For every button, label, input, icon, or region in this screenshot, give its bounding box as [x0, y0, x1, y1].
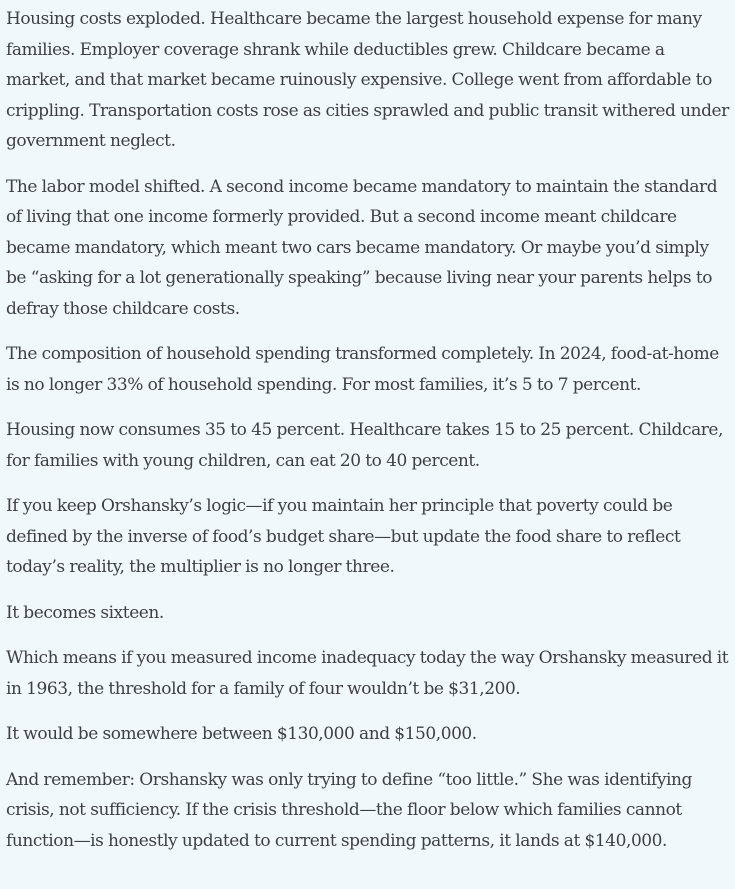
paragraph-household-spending: The composition of household spending transformed completely. In 2024, food-at-home is no longer 33% of household spending. For most families, it’s 5 to 7 percent.	[6, 344, 719, 395]
paragraph-crisis-threshold: And remember: Orshansky was only trying to define “too little.” She was identifying crisis, not sufficiency. If the crisis threshold—the floor below which families cannot function—is honestly updated to current spending patterns, it lands at $140,000.	[6, 769, 692, 851]
paragraph-labor-model: The labor model shifted. A second income became mandatory to maintain the standard of living that one income formerly provided. But a second income meant childcare became mandatory, which meant two cars became mandatory. Or maybe you’d simply be “asking for a lot generationally speaking” because living near your parents helps to defray those childcare costs.	[6, 176, 718, 319]
paragraph-housing-costs: Housing costs exploded. Healthcare became the largest household expense for many families. Employer coverage shrank while deductibles grew. Childcare became a market, and that market became ruinously expensive. College went from affordable to crippling. Transportation costs rose as cities sprawled and public transit withered under government neglect.	[6, 9, 729, 151]
paragraph-orshansky-logic: If you keep Orshansky’s logic—if you maintain her principle that poverty could be defined by the inverse of food’s budget share—but update the food share to reflect today’s reality, the multiplier is no longer three.	[6, 496, 681, 577]
paragraph-sixteen: It becomes sixteen.	[6, 602, 164, 623]
paragraph-threshold-1963: Which means if you measured income inadequacy today the way Orshansky measured it in 1963, the threshold for a family of four wouldn’t be $31,200.	[6, 648, 729, 699]
paragraph-spending-shares: Housing now consumes 35 to 45 percent. Healthcare takes 15 to 25 percent. Childcare, for families with young children, can eat 20 to 40 percent.	[6, 420, 723, 471]
paragraph-threshold-range: It would be somewhere between $130,000 and $150,000.	[6, 724, 477, 744]
